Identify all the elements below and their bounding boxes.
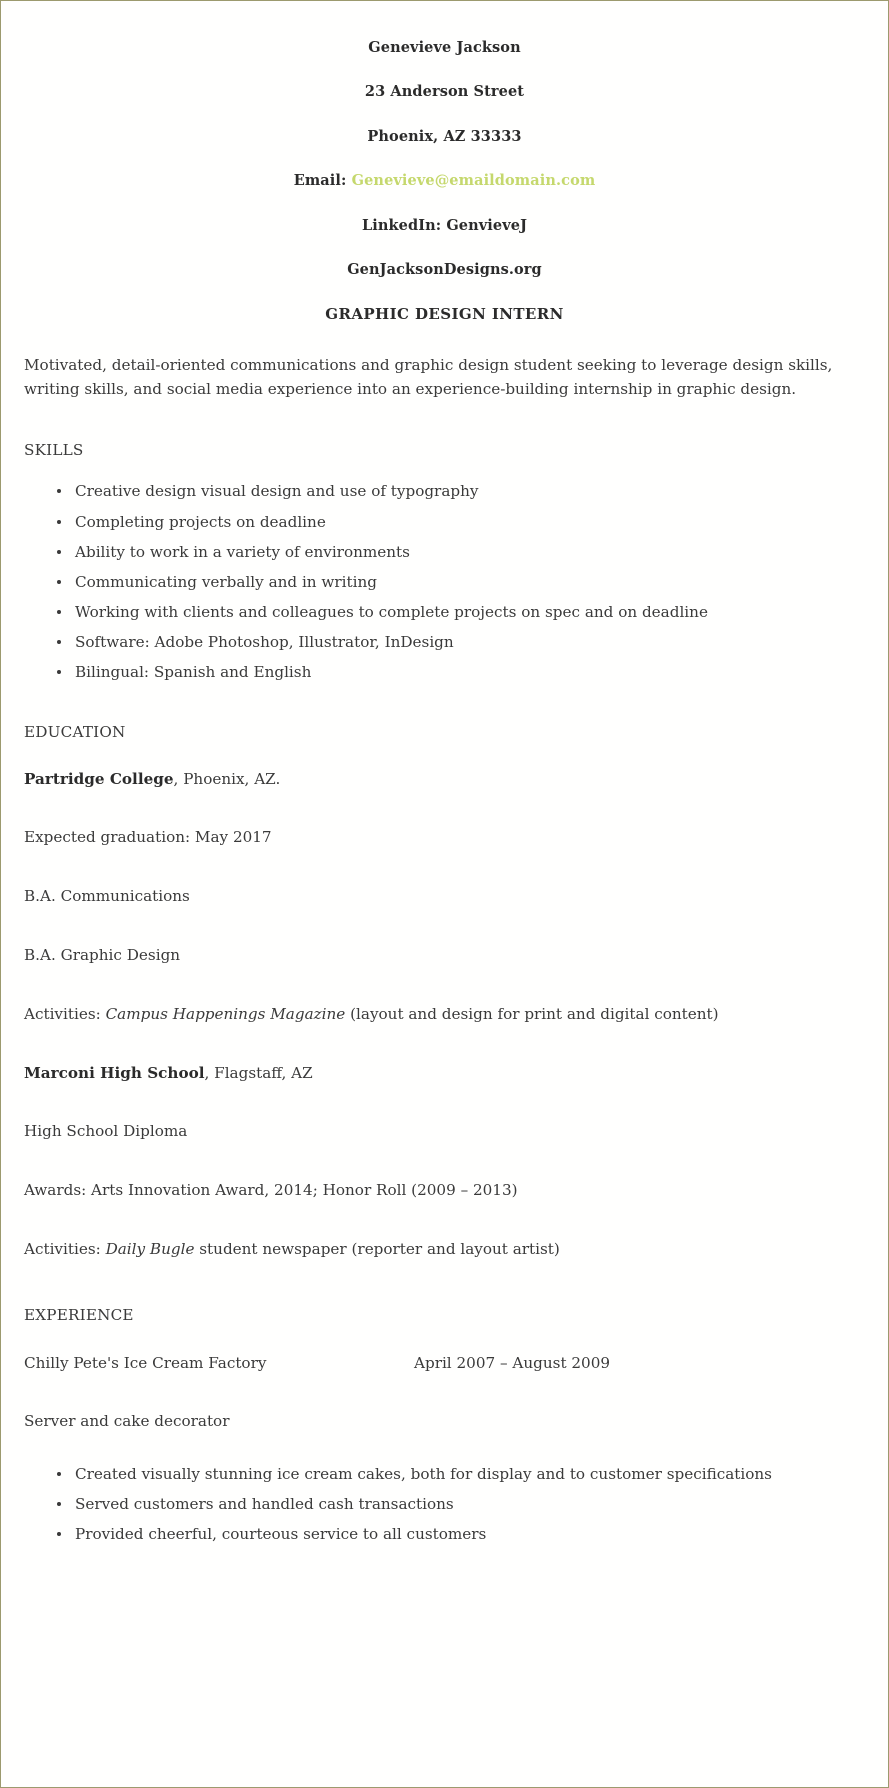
- list-item: Software: Adobe Photoshop, Illustrator, InDesign: [54, 630, 865, 660]
- activities-detail: student newspaper (reporter and layout artist): [194, 1239, 560, 1258]
- list-item: Served customers and handled cash transactions: [54, 1492, 865, 1522]
- list-item: Created visually stunning ice cream cakes, both for display and to customer specifications: [54, 1462, 865, 1492]
- college-location: , Phoenix, AZ.: [173, 769, 281, 788]
- college-graduation: Expected graduation: May 2017: [24, 828, 272, 847]
- list-item: Bilingual: Spanish and English: [54, 660, 865, 690]
- activities-detail: (layout and design for print and digital content): [345, 1004, 719, 1023]
- list-item: Completing projects on deadline: [54, 510, 865, 540]
- summary-paragraph: Motivated, detail-oriented communications and graphic design student seeking to leverage design skills, writing skills, and social media experience into an experience-building internship in graphic design.: [24, 355, 833, 399]
- resume-content: [24, 17, 865, 1558]
- section-heading-education: EDUCATION: [24, 723, 126, 742]
- publication-title: Daily Bugle: [105, 1239, 195, 1258]
- high-school-diploma: High School Diploma: [24, 1122, 188, 1141]
- email-link[interactable]: Genevieve@emaildomain.com: [351, 172, 596, 190]
- high-school-location: , Flagstaff, AZ: [204, 1063, 313, 1082]
- job-responsibilities-list: [24, 1450, 865, 1558]
- college-activities: [24, 985, 865, 1044]
- skills-list: [24, 467, 865, 696]
- high-school-awards: Awards: Arts Innovation Award, 2014; Honor Roll (2009 – 2013): [24, 1181, 518, 1200]
- list-item: Working with clients and colleagues to complete projects on spec and on deadline: [54, 600, 865, 630]
- section-heading-experience: EXPERIENCE: [24, 1305, 134, 1324]
- email-line: [24, 159, 865, 203]
- college-name-line: [24, 750, 865, 809]
- list-item: Provided cheerful, courteous service to all customers: [54, 1522, 865, 1552]
- activities-label: Activities:: [24, 1239, 106, 1258]
- candidate-name: Genevieve Jackson: [368, 39, 521, 56]
- section-heading-skills: SKILLS: [24, 441, 84, 460]
- linkedin-line: LinkedIn: GenvieveJ: [361, 216, 528, 234]
- list-item: Communicating verbally and in writing: [54, 570, 865, 600]
- job-role: Server and cake decorator: [24, 1411, 230, 1430]
- college-degree-2: B.A. Graphic Design: [24, 945, 181, 964]
- publication-title: Campus Happenings Magazine: [105, 1004, 346, 1023]
- list-item: Creative design visual design and use of typography: [54, 479, 865, 509]
- target-job-title: GRAPHIC DESIGN INTERN: [325, 304, 564, 323]
- college-name: Partridge College: [24, 769, 174, 788]
- job-header-row: [24, 1332, 865, 1393]
- street-address: 23 Anderson Street: [364, 83, 525, 101]
- city-state-zip: Phoenix, AZ 33333: [367, 127, 522, 145]
- job-dates: April 2007 – August 2009: [414, 1353, 611, 1372]
- website-line: GenJacksonDesigns.org: [347, 260, 542, 278]
- high-school-name: Marconi High School: [24, 1063, 205, 1082]
- job-employer: Chilly Pete's Ice Cream Factory: [24, 1353, 267, 1372]
- high-school-activities: [24, 1220, 865, 1279]
- college-degree-1: B.A. Communications: [24, 887, 190, 906]
- activities-label: Activities:: [24, 1004, 106, 1023]
- high-school-name-line: [24, 1044, 865, 1103]
- email-label: Email:: [293, 172, 347, 190]
- list-item: Ability to work in a variety of environments: [54, 540, 865, 570]
